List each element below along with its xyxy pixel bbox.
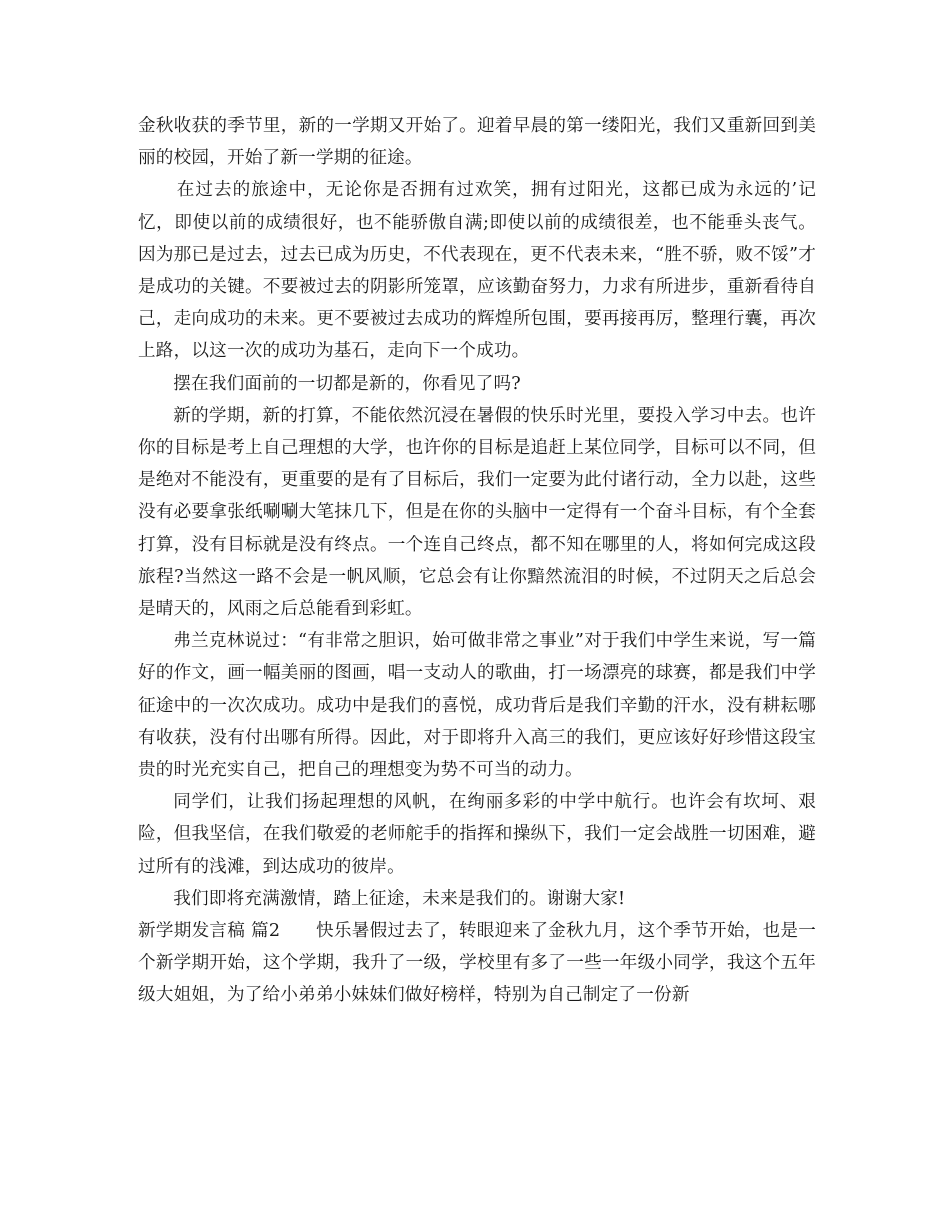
paragraph-7: 我们即将充满激情，踏上征途，未来是我们的。谢谢大家! [173, 888, 626, 909]
paragraph-3: 摆在我们面前的一切都是新的，你看见了吗? [173, 373, 521, 394]
section-2-text: 快乐暑假过去了，转眼迎来了金秋九月，这个季节开始，也是一个新学期开始，这个学期，我升了一级，学校里有多了一些一年级小同学，我这个五年级大姐姐，为了给小弟弟小妹妹们做好榜样，特别为自己制定了一份新 [138, 921, 816, 1006]
paragraph-6: 同学们，让我们扬起理想的风帆，在绚丽多彩的中学中航行。也许会有坎坷、艰险，但我坚信，在我们敬爱的老师舵手的指挥和操纵下，我们一定会战胜一切困难，避过所有的浅滩，到达成功的彼岸。 [138, 792, 816, 877]
paragraph-4: 新的学期，新的打算，不能依然沉浸在暑假的快乐时光里，要投入学习中去。也许你的目标是考上自己理想的大学，也许你的目标是追赶上某位同学，目标可以不同，但是绝对不能没有，更重要的是有了目标后，我们一定要为此付诸行动，全力以赴，这些没有必要拿张纸唰唰大笔抹几下，但是在你的头脑中一定得有一个奋斗目标，有个全套打算，没有目标就是没有终点。一个连自己终点，都不知在哪里的人，将如何完成这段旅程?当然这一路不会是一帆风顺，它总会有让你黯然流泪的时候，不过阴天之后总会是晴天的，风雨之后总能看到彩虹。 [138, 405, 816, 620]
section-2-paragraph [138, 915, 816, 1012]
paragraph-2: 在过去的旅途中，无论你是否拥有过欢笑，拥有过阳光，这都已成为永远的’记忆，即使以前的成绩很好，也不能骄傲自满;即使以前的成绩很差，也不能垂头丧气。因为那已是过去，过去已成为历史，不代表现在，更不代表未来，“胜不骄，败不馁”才是成功的关键。不要被过去的阴影所笼罩，应该勤奋努力，力求有所进步，重新看待自己，走向成功的未来。更不要被过去成功的辉煌所包围，要再接再厉，整理行囊，再次上路，以这一次的成功为基石，走向下一个成功。 [138, 180, 816, 362]
document-page [138, 110, 816, 1012]
paragraph-5: 弗兰克林说过：“有非常之胆识，始可做非常之事业”对于我们中学生来说，写一篇好的作文，画一幅美丽的图画，唱一支动人的歌曲，打一场漂亮的球赛，都是我们中学征途中的一次次成功。成功中是我们的喜悦，成功背后是我们辛勤的汗水，没有耕耘哪有收获，没有付出哪有所得。因此，对于即将升入高三的我们，更应该好好珍惜这段宝贵的时光充实自己，把自己的理想变为势不可当的动力。 [138, 631, 816, 781]
section-2-heading: 新学期发言稿 篇2 [138, 921, 281, 942]
paragraph-1: 金秋收获的季节里，新的一学期又开始了。迎着早晨的第一缕阳光，我们又重新回到美丽的校园，开始了新一学期的征途。 [138, 116, 816, 169]
